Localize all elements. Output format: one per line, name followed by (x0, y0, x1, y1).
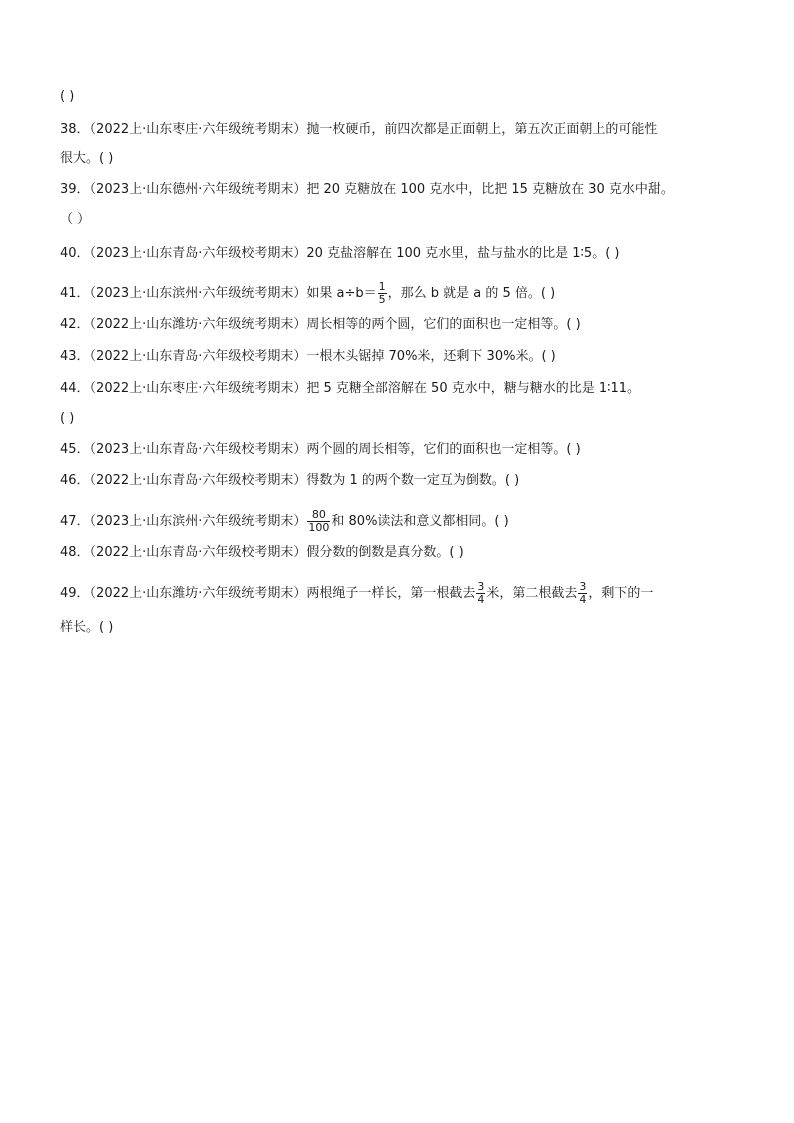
fraction-denominator: 5 (378, 293, 386, 306)
question-43: 43．（2022上·山东青岛·六年级校考期末）一根木头锯掉 70%米，还剩下 30%米。( ) (60, 349, 556, 364)
question-42: 42．（2022上·山东潍坊·六年级统考期末）周长相等的两个圆，它们的面积也一定相等。( ) (60, 317, 581, 332)
question-49-text-middle: 米，第二根截去 (486, 586, 578, 601)
question-39-line1: 39．（2023上·山东德州·六年级统考期末）把 20 克糖放在 100 克水中，比把 15 克糖放在 30 克水中甜。 (60, 182, 674, 197)
question-39-line2: （ ） (60, 212, 91, 227)
question-47-text-after: 和 80%读法和意义都相同。( ) (331, 514, 509, 529)
fraction-denominator: 100 (308, 521, 330, 534)
question-48: 48．（2022上·山东青岛·六年级校考期末）假分数的倒数是真分数。( ) (60, 545, 464, 560)
question-49-text-after: ，剩下的一 (588, 586, 654, 601)
question-44-line2: ( ) (60, 411, 75, 426)
fraction-numerator: 3 (579, 580, 587, 593)
question-41-text-after: ，那么 b 就是 a 的 5 倍。( ) (387, 286, 556, 301)
question-38-line1: 38．（2022上·山东枣庄·六年级统考期末）抛一枚硬币，前四次都是正面朝上，第五次正面朝上的可能性 (60, 122, 658, 137)
fraction-one-fifth (378, 281, 387, 306)
fraction-numerator: 1 (378, 280, 386, 293)
question-44-line1: 44．（2022上·山东枣庄·六年级统考期末）把 5 克糖全部溶解在 50 克水中，糖与糖水的比是 1∶11。 (60, 381, 641, 396)
question-38-line2: 很大。( ) (60, 151, 114, 166)
question-47 (60, 509, 509, 534)
fraction-numerator: 3 (477, 580, 485, 593)
fraction-eighty-hundredths (307, 509, 330, 534)
question-46: 46．（2022上·山东青岛·六年级校考期末）得数为 1 的两个数一定互为倒数。( ) (60, 473, 520, 488)
fraction-three-quarters-2 (578, 581, 587, 606)
q37-answer-parens: ( ) (60, 89, 75, 104)
fraction-denominator: 4 (477, 593, 485, 606)
question-41 (60, 281, 555, 306)
question-49-line1 (60, 581, 653, 606)
fraction-three-quarters-1 (476, 581, 485, 606)
fraction-numerator: 80 (311, 508, 326, 521)
question-47-text-before: 47．（2023上·山东滨州·六年级统考期末） (60, 514, 307, 529)
question-40: 40．（2023上·山东青岛·六年级校考期末）20 克盐溶解在 100 克水里，盐与盐水的比是 1∶5。( ) (60, 246, 620, 261)
question-41-text-before: 41．（2023上·山东滨州·六年级统考期末）如果 a÷b＝ (60, 286, 377, 301)
question-49-text-before: 49．（2022上·山东潍坊·六年级统考期末）两根绳子一样长，第一根截去 (60, 586, 476, 601)
question-49-line2: 样长。( ) (60, 620, 114, 635)
fraction-denominator: 4 (579, 593, 587, 606)
question-45: 45．（2023上·山东青岛·六年级校考期末）两个圆的周长相等，它们的面积也一定相等。( ) (60, 442, 581, 457)
